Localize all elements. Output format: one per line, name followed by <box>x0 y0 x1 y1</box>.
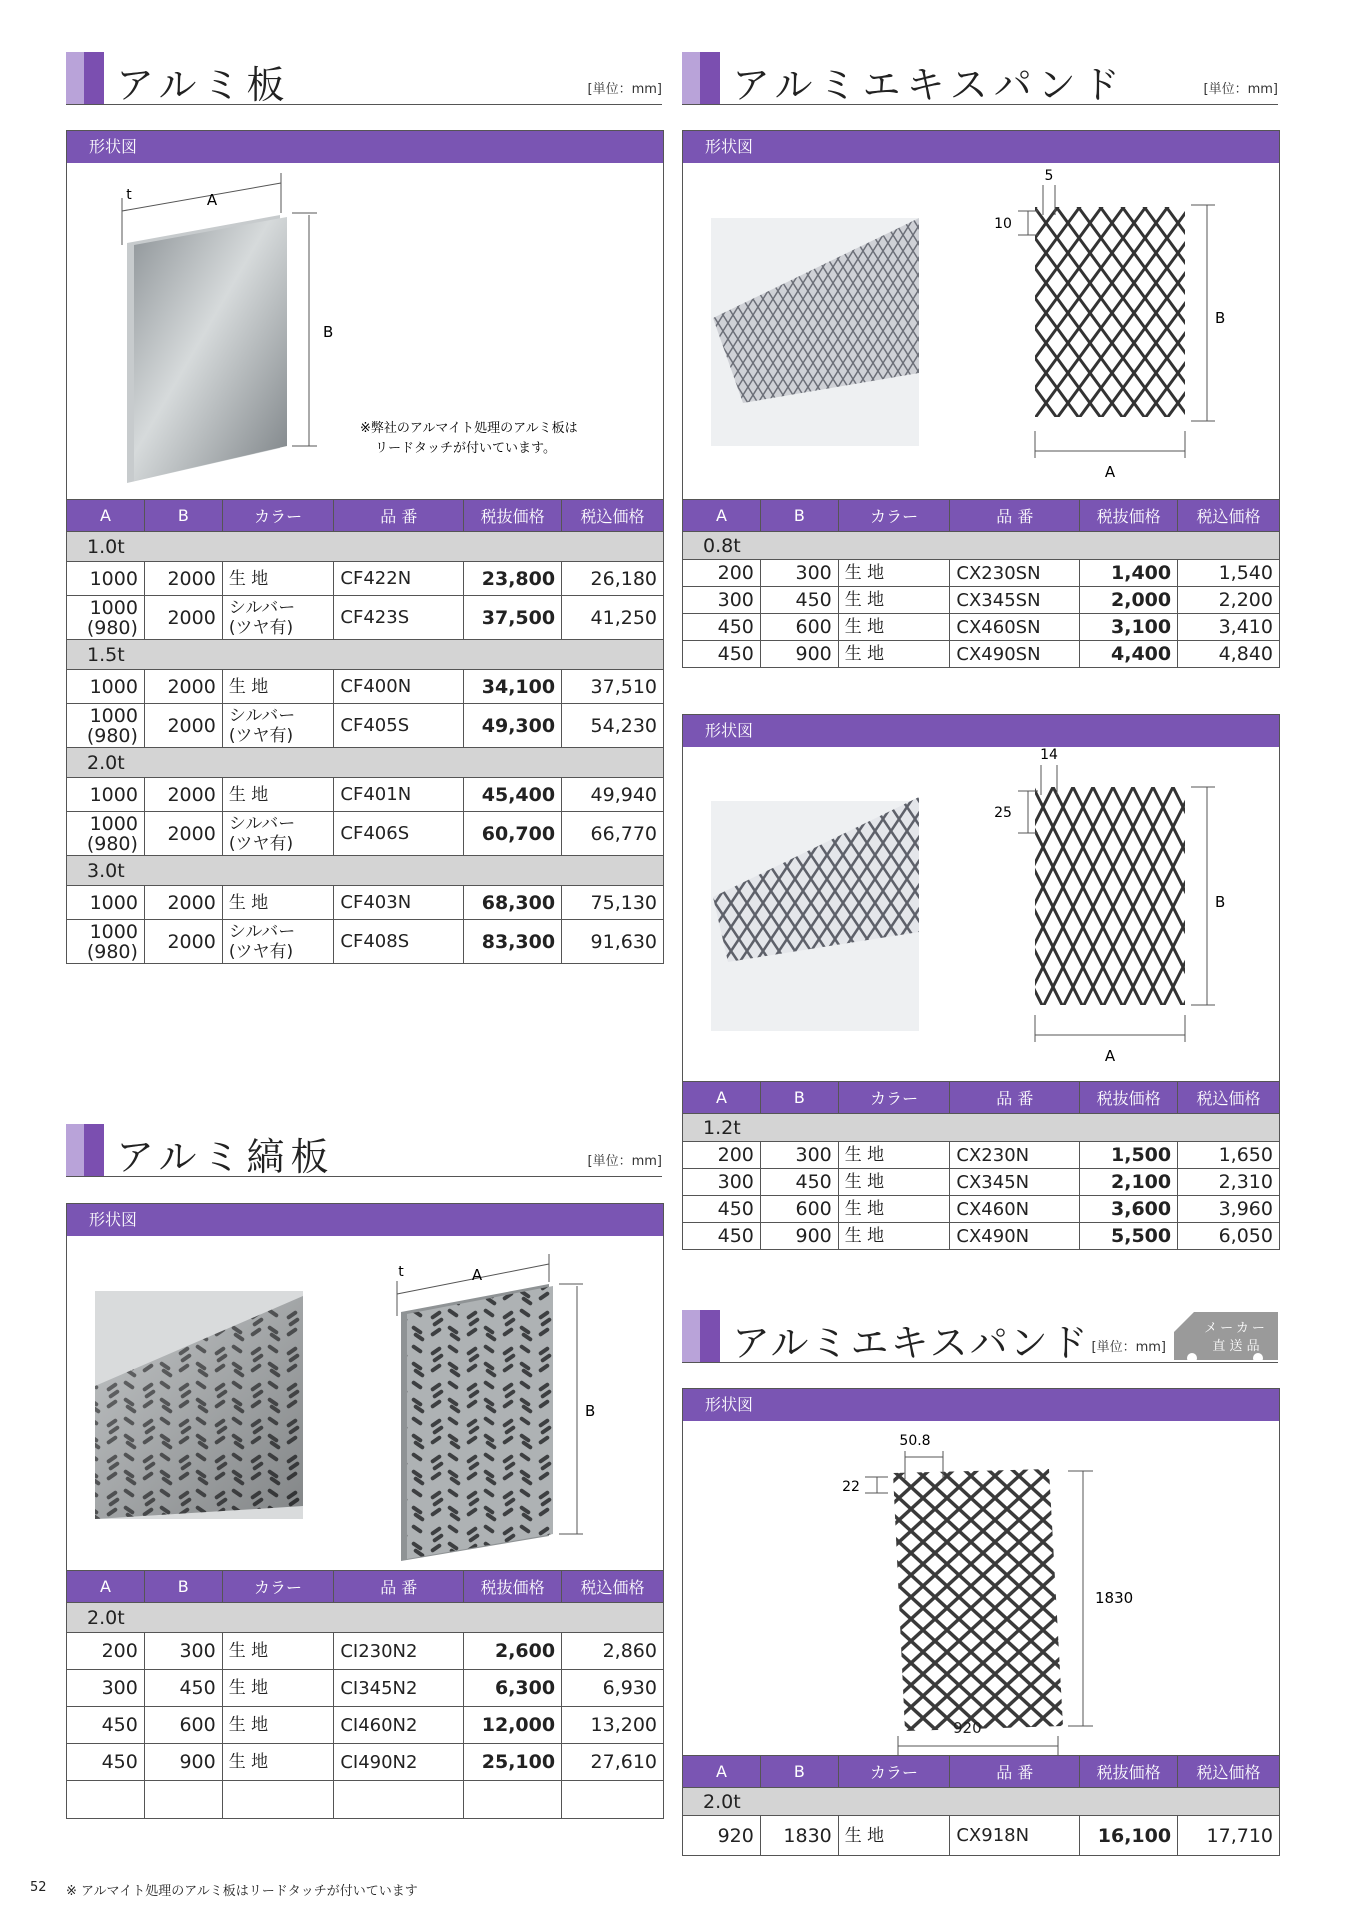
cell-a <box>67 704 145 748</box>
cell-color-value: 生 地 <box>228 1641 269 1661</box>
cell-price-ex: 25,100 <box>464 1744 562 1781</box>
cell-price-in: 91,630 <box>562 920 664 964</box>
cell-code: CF405S <box>334 704 464 748</box>
dim-a: A <box>1104 463 1116 481</box>
table-row <box>67 1744 664 1781</box>
plate-price-table <box>66 499 664 964</box>
shape-label: 形状図 <box>683 1389 1279 1421</box>
table-header-row: A B カラー 品 番 税抜価格 税込価格 <box>683 500 1280 532</box>
cell-color-sub: (ツヤ有) <box>228 941 294 962</box>
cell-code: CX230SN <box>950 560 1080 587</box>
plate-diagram <box>67 163 663 501</box>
cell-color <box>838 1169 950 1196</box>
shape-label: 形状図 <box>67 131 663 163</box>
dim-b: B <box>1215 893 1226 911</box>
table-row <box>67 596 664 640</box>
cell-a-value: 1000 <box>89 920 138 943</box>
table-row <box>683 1816 1280 1856</box>
empty-cell <box>222 1781 334 1819</box>
empty-row <box>67 1781 664 1819</box>
group-row <box>683 1114 1280 1142</box>
plate-unit: [単位：mm] <box>587 82 662 97</box>
cell-b: 2000 <box>144 704 222 748</box>
cell-color <box>222 886 334 920</box>
table-row <box>683 1223 1280 1250</box>
cell-a-value: 1000 <box>89 704 138 727</box>
cell-color <box>222 1633 334 1670</box>
cell-color-value: 生 地 <box>844 1825 885 1846</box>
dim-w: 50.8 <box>899 1433 931 1449</box>
expand2-section-title <box>682 1310 1278 1363</box>
cell-b: 900 <box>144 1744 222 1781</box>
cell-price-ex: 49,300 <box>464 704 562 748</box>
thickness-label: 2.0t <box>67 748 664 778</box>
cell-color <box>222 1707 334 1744</box>
cell-b: 600 <box>760 614 838 641</box>
cell-price-ex: 45,400 <box>464 778 562 812</box>
cell-a-value: 1000 <box>89 596 138 619</box>
cell-a: 450 <box>67 1707 145 1744</box>
cell-code: CF403N <box>334 886 464 920</box>
table-row <box>683 1196 1280 1223</box>
cell-price-ex: 23,800 <box>464 562 562 596</box>
cell-color <box>222 812 334 856</box>
cell-price-ex: 1,500 <box>1080 1142 1178 1169</box>
cell-b: 450 <box>760 1169 838 1196</box>
thickness-label: 1.5t <box>67 640 664 670</box>
cell-price-in: 41,250 <box>562 596 664 640</box>
checker-title: アルミ縞板 <box>116 1135 335 1179</box>
plate-title: アルミ板 <box>116 63 291 107</box>
cell-price-in: 3,960 <box>1178 1196 1280 1223</box>
cell-code: CI490N2 <box>334 1744 464 1781</box>
cell-code: CI230N2 <box>334 1633 464 1670</box>
direct-ship-badge <box>1174 1310 1278 1360</box>
cell-b: 600 <box>144 1707 222 1744</box>
thickness-label: 2.0t <box>67 1603 664 1633</box>
cell-b: 450 <box>144 1670 222 1707</box>
cell-code: CF400N <box>334 670 464 704</box>
cell-code: CX345SN <box>950 587 1080 614</box>
cell-b: 1830 <box>760 1816 838 1856</box>
cell-code: CF406S <box>334 812 464 856</box>
cell-a: 200 <box>683 1142 761 1169</box>
plate-section-title <box>66 52 662 105</box>
shape-label: 形状図 <box>67 1204 663 1236</box>
expand-price-table-1 <box>682 499 1280 668</box>
plate-note-1: ※弊社のアルマイト処理のアルミ板は <box>360 421 578 436</box>
cell-a: 200 <box>67 1633 145 1670</box>
cell-a: 450 <box>67 1744 145 1781</box>
cell-price-ex: 12,000 <box>464 1707 562 1744</box>
dim-a-label: 920 <box>953 1719 982 1737</box>
cell-color <box>838 560 950 587</box>
cell-a: 450 <box>683 641 761 668</box>
title-accent <box>66 52 104 104</box>
table-row <box>67 1633 664 1670</box>
dim-b: 1830 <box>1095 1589 1134 1607</box>
cell-price-in: 27,610 <box>562 1744 664 1781</box>
expand-diagram-1 <box>683 163 1279 501</box>
dim-w: 14 <box>1040 747 1058 763</box>
cell-price-ex: 3,100 <box>1080 614 1178 641</box>
expand-title: アルミエキスパンド <box>732 63 1126 107</box>
cell-a: 920 <box>683 1816 761 1856</box>
cell-color-value: 生 地 <box>844 1172 885 1192</box>
table-row <box>67 812 664 856</box>
cell-color-value: シルバー <box>228 813 296 834</box>
cell-a <box>67 920 145 964</box>
cell-b: 450 <box>760 587 838 614</box>
title-accent <box>66 1124 104 1176</box>
cell-color-value: 生 地 <box>844 1145 885 1165</box>
table-row <box>67 920 664 964</box>
shape-label: 形状図 <box>683 131 1279 163</box>
cell-a: 450 <box>683 1223 761 1250</box>
cell-color-sub: (ツヤ有) <box>228 725 294 746</box>
cell-price-ex: 83,300 <box>464 920 562 964</box>
expand-shape-box-2 <box>682 714 1280 1084</box>
cell-price-in: 75,130 <box>562 886 664 920</box>
cell-color-value: シルバー <box>228 597 296 618</box>
cell-code: CX460N <box>950 1196 1080 1223</box>
cell-color <box>222 1744 334 1781</box>
cell-price-ex: 34,100 <box>464 670 562 704</box>
cell-code: CX345N <box>950 1169 1080 1196</box>
cell-a: 450 <box>683 1196 761 1223</box>
cell-color <box>838 1816 950 1856</box>
dim-t: t <box>398 1264 404 1280</box>
cell-a: 1000 <box>67 562 145 596</box>
cell-price-in: 2,200 <box>1178 587 1280 614</box>
empty-cell <box>67 1781 145 1819</box>
cell-b: 900 <box>760 641 838 668</box>
cell-color-value: 生 地 <box>844 563 885 583</box>
expand2-diagram <box>683 1421 1279 1757</box>
cell-b: 300 <box>760 560 838 587</box>
cell-a-value: 1000 <box>89 812 138 835</box>
cell-code: CF423S <box>334 596 464 640</box>
cell-color <box>838 587 950 614</box>
cell-b: 2000 <box>144 886 222 920</box>
table-header-row: A B カラー 品 番 税抜価格 税込価格 <box>683 1082 1280 1114</box>
cell-a <box>67 812 145 856</box>
badge-line-2: 直 送 品 <box>1212 1339 1260 1354</box>
cell-price-ex: 6,300 <box>464 1670 562 1707</box>
cell-price-ex: 2,100 <box>1080 1169 1178 1196</box>
cell-color-value: 生 地 <box>844 644 885 664</box>
table-row <box>67 1670 664 1707</box>
cell-a <box>67 596 145 640</box>
cell-code: CI460N2 <box>334 1707 464 1744</box>
cell-b: 2000 <box>144 920 222 964</box>
cell-price-ex: 68,300 <box>464 886 562 920</box>
cell-color-value: 生 地 <box>228 676 269 697</box>
cell-price-ex: 2,000 <box>1080 587 1178 614</box>
cell-code: CX918N <box>950 1816 1080 1856</box>
cell-a: 300 <box>67 1670 145 1707</box>
cell-a-sub: (980) <box>86 940 138 963</box>
table-row <box>683 587 1280 614</box>
cell-price-ex: 3,600 <box>1080 1196 1178 1223</box>
group-row <box>67 640 664 670</box>
cell-price-in: 1,650 <box>1178 1142 1280 1169</box>
cell-code: CI345N2 <box>334 1670 464 1707</box>
cell-color-value: 生 地 <box>228 892 269 913</box>
cell-code: CF422N <box>334 562 464 596</box>
cell-price-in: 54,230 <box>562 704 664 748</box>
cell-color-value: 生 地 <box>844 1226 885 1246</box>
cell-color <box>222 670 334 704</box>
cell-price-ex: 37,500 <box>464 596 562 640</box>
plate-shape-box <box>66 130 664 502</box>
dim-w: 5 <box>1044 168 1054 184</box>
cell-color-value: シルバー <box>228 705 296 726</box>
dim-a: A <box>206 191 218 209</box>
cell-b: 2000 <box>144 562 222 596</box>
expand2-shape-box <box>682 1388 1280 1758</box>
cell-a: 300 <box>683 587 761 614</box>
expand2-price-table <box>682 1755 1280 1856</box>
dim-t: t <box>126 187 132 203</box>
table-row <box>67 886 664 920</box>
empty-cell <box>464 1781 562 1819</box>
checker-diagram <box>67 1236 663 1572</box>
expand-price-table-2 <box>682 1081 1280 1250</box>
cell-color-value: 生 地 <box>228 784 269 805</box>
cell-b: 2000 <box>144 670 222 704</box>
empty-cell <box>144 1781 222 1819</box>
cell-color-value: 生 地 <box>228 1752 269 1772</box>
cell-color-value: 生 地 <box>228 568 269 589</box>
cell-price-in: 2,860 <box>562 1633 664 1670</box>
table-row <box>683 560 1280 587</box>
cell-price-in: 1,540 <box>1178 560 1280 587</box>
cell-a: 200 <box>683 560 761 587</box>
cell-price-in: 6,930 <box>562 1670 664 1707</box>
table-row <box>67 1707 664 1744</box>
expand2-title: アルミエキスパンド <box>732 1321 1090 1365</box>
thickness-label: 1.2t <box>683 1114 1280 1142</box>
empty-cell <box>562 1781 664 1819</box>
checker-section-title <box>66 1124 662 1177</box>
title-accent <box>682 1310 720 1362</box>
shape-label: 形状図 <box>683 715 1279 747</box>
expand-section-title <box>682 52 1278 105</box>
cell-b: 2000 <box>144 778 222 812</box>
page-number: 52 <box>30 1880 47 1895</box>
cell-price-in: 3,410 <box>1178 614 1280 641</box>
cell-color <box>838 1142 950 1169</box>
dim-b: B <box>585 1402 596 1420</box>
empty-cell <box>334 1781 464 1819</box>
cell-code: CF401N <box>334 778 464 812</box>
cell-color-value: 生 地 <box>844 617 885 637</box>
cell-color <box>222 1670 334 1707</box>
cell-color-sub: (ツヤ有) <box>228 617 294 638</box>
cell-price-in: 49,940 <box>562 778 664 812</box>
cell-price-ex: 4,400 <box>1080 641 1178 668</box>
group-row <box>67 856 664 886</box>
group-row <box>67 532 664 562</box>
cell-price-ex: 60,700 <box>464 812 562 856</box>
cell-b: 600 <box>760 1196 838 1223</box>
cell-b: 2000 <box>144 596 222 640</box>
cell-color-value: 生 地 <box>228 1678 269 1698</box>
cell-price-in: 13,200 <box>562 1707 664 1744</box>
cell-price-in: 4,840 <box>1178 641 1280 668</box>
expand-diagram-2 <box>683 747 1279 1083</box>
table-row <box>683 641 1280 668</box>
table-row <box>67 778 664 812</box>
dim-h: 10 <box>994 216 1012 232</box>
cell-color <box>222 704 334 748</box>
cell-code: CX490N <box>950 1223 1080 1250</box>
checker-price-table <box>66 1570 664 1819</box>
cell-color <box>222 778 334 812</box>
table-row <box>67 704 664 748</box>
cell-price-ex: 5,500 <box>1080 1223 1178 1250</box>
cell-a-sub: (980) <box>86 616 138 639</box>
group-row <box>683 1788 1280 1816</box>
cell-price-in: 2,310 <box>1178 1169 1280 1196</box>
cell-color-value: 生 地 <box>228 1715 269 1735</box>
cell-price-ex: 2,600 <box>464 1633 562 1670</box>
cell-b: 2000 <box>144 812 222 856</box>
badge-line-1: メーカー <box>1204 1321 1268 1336</box>
cell-color-value: 生 地 <box>844 590 885 610</box>
cell-color <box>838 641 950 668</box>
checker-shape-box <box>66 1203 664 1573</box>
cell-price-in: 37,510 <box>562 670 664 704</box>
expand-unit: [単位：mm] <box>1203 82 1278 97</box>
cell-a: 1000 <box>67 670 145 704</box>
cell-code: CX490SN <box>950 641 1080 668</box>
cell-a-sub: (980) <box>86 724 138 747</box>
table-row <box>67 670 664 704</box>
dim-a: A <box>1104 1047 1116 1065</box>
dim-a: A <box>471 1266 483 1284</box>
cell-price-in: 26,180 <box>562 562 664 596</box>
cell-color <box>838 1196 950 1223</box>
cell-price-in: 66,770 <box>562 812 664 856</box>
cell-code: CX460SN <box>950 614 1080 641</box>
table-header-row: A B カラー 品 番 税抜価格 税込価格 <box>683 1756 1280 1788</box>
title-accent <box>682 52 720 104</box>
cell-b: 300 <box>760 1142 838 1169</box>
cell-a: 1000 <box>67 886 145 920</box>
cell-color <box>838 1223 950 1250</box>
dim-h: 25 <box>994 805 1012 821</box>
dim-b: B <box>1215 309 1226 327</box>
cell-color <box>222 920 334 964</box>
cell-color-sub: (ツヤ有) <box>228 833 294 854</box>
dim-b: B <box>323 323 334 341</box>
cell-color <box>222 562 334 596</box>
table-header-row: A B カラー 品 番 税抜価格 税込価格 <box>67 1571 664 1603</box>
cell-code: CF408S <box>334 920 464 964</box>
cell-color <box>838 614 950 641</box>
group-row <box>683 532 1280 560</box>
group-row <box>67 1603 664 1633</box>
expand2-unit: [単位：mm] <box>1091 1340 1166 1355</box>
table-row <box>683 1142 1280 1169</box>
table-header-row: A B カラー 品 番 税抜価格 税込価格 <box>67 500 664 532</box>
cell-a: 1000 <box>67 778 145 812</box>
cell-color-value: 生 地 <box>844 1199 885 1219</box>
cell-code: CX230N <box>950 1142 1080 1169</box>
thickness-label: 0.8t <box>683 532 1280 560</box>
table-row <box>67 562 664 596</box>
cell-b: 900 <box>760 1223 838 1250</box>
cell-price-ex: 1,400 <box>1080 560 1178 587</box>
cell-a: 450 <box>683 614 761 641</box>
cell-price-in: 17,710 <box>1178 1816 1280 1856</box>
thickness-label: 3.0t <box>67 856 664 886</box>
table-row <box>683 614 1280 641</box>
group-row <box>67 748 664 778</box>
footnote: ※ アルマイト処理のアルミ板はリードタッチが付いています <box>66 1884 418 1899</box>
cell-a-sub: (980) <box>86 832 138 855</box>
cell-color-value: シルバー <box>228 921 296 942</box>
plate-note-2: リードタッチが付いています。 <box>375 441 556 456</box>
checker-unit: [単位：mm] <box>587 1154 662 1169</box>
thickness-label: 2.0t <box>683 1788 1280 1816</box>
cell-price-in: 6,050 <box>1178 1223 1280 1250</box>
thickness-label: 1.0t <box>67 532 664 562</box>
cell-b: 300 <box>144 1633 222 1670</box>
cell-a: 300 <box>683 1169 761 1196</box>
expand-shape-box-1 <box>682 130 1280 502</box>
table-row <box>683 1169 1280 1196</box>
dim-h: 22 <box>842 1479 860 1495</box>
cell-color <box>222 596 334 640</box>
cell-price-ex: 16,100 <box>1080 1816 1178 1856</box>
